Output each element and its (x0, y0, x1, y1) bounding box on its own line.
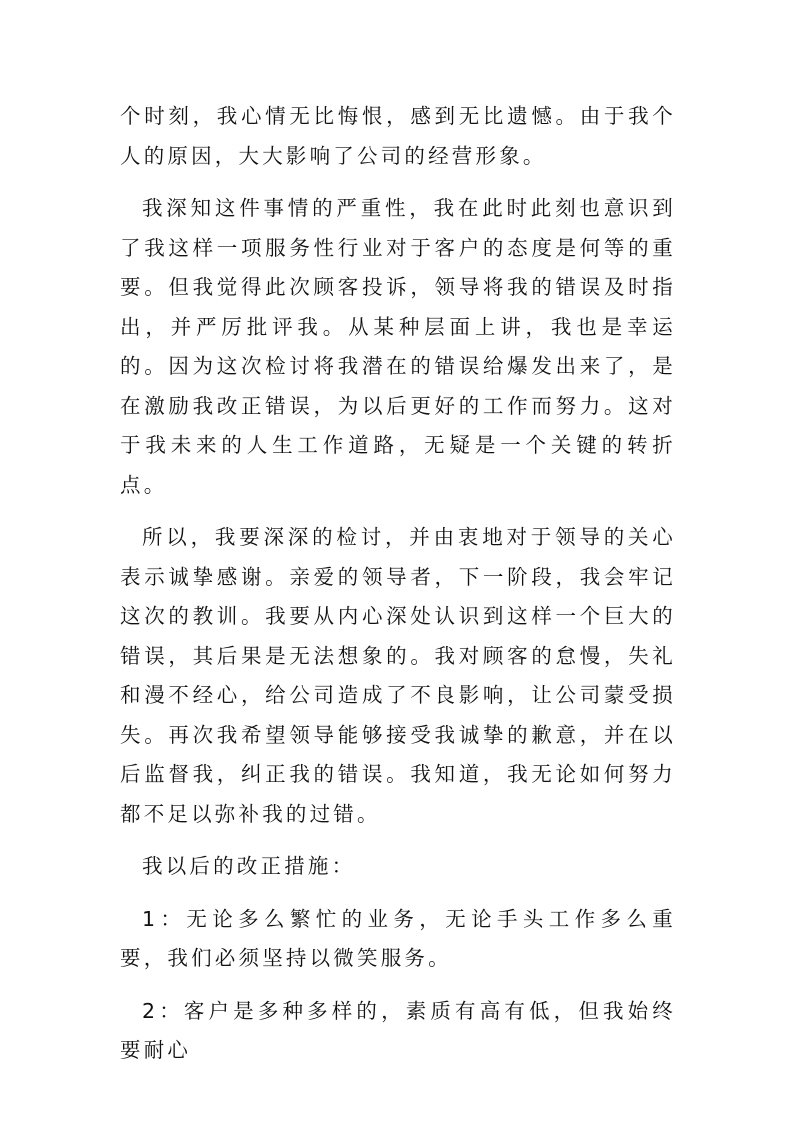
paragraph-reflection: 所以，我要深深的检讨，并由衷地对于领导的关心表示诚挚感谢。亲爱的领导者，下一阶段，我会牢记这次的教训。我要从内心深处认识到这样一个巨大的错误，其后果是无法想象的。我对顾客的怠慢，失礼和漫不经心，给公司造成了不良影响，让公司蒙受损失。再次我希望领导能够接受我诚挚的歉意，并在以后监督我，纠正我的错误。我知道，我无论如何努力都不足以弥补我的过错。 (120, 525, 676, 826)
paragraph-continuation: 个时刻，我心情无比悔恨，感到无比遗憾。由于我个人的原因，大大影响了公司的经营形象。 (120, 104, 676, 168)
document-body (120, 97, 676, 1084)
paragraph-measures-heading: 我以后的改正措施： (142, 854, 356, 878)
paragraph-measure-1: 1：无论多么繁忙的业务，无论手头工作多么重要，我们必须坚持以微笑服务。 (120, 906, 676, 970)
paragraph-awareness: 我深知这件事情的严重性，我在此时此刻也意识到了我这样一项服务性行业对于客户的态度是何等的重要。但我觉得此次顾客投诉，领导将我的错误及时指出，并严厉批评我。从某种层面上讲，我也是幸运的。因为这次检讨将我潜在的错误给爆发出来了，是在激励我改正错误，为以后更好的工作而努力。这对于我未来的人生工作道路，无疑是一个关键的转折点。 (120, 196, 676, 497)
paragraph-measure-2: 2：客户是多种多样的，素质有高有低，但我始终要耐心 (120, 998, 676, 1062)
